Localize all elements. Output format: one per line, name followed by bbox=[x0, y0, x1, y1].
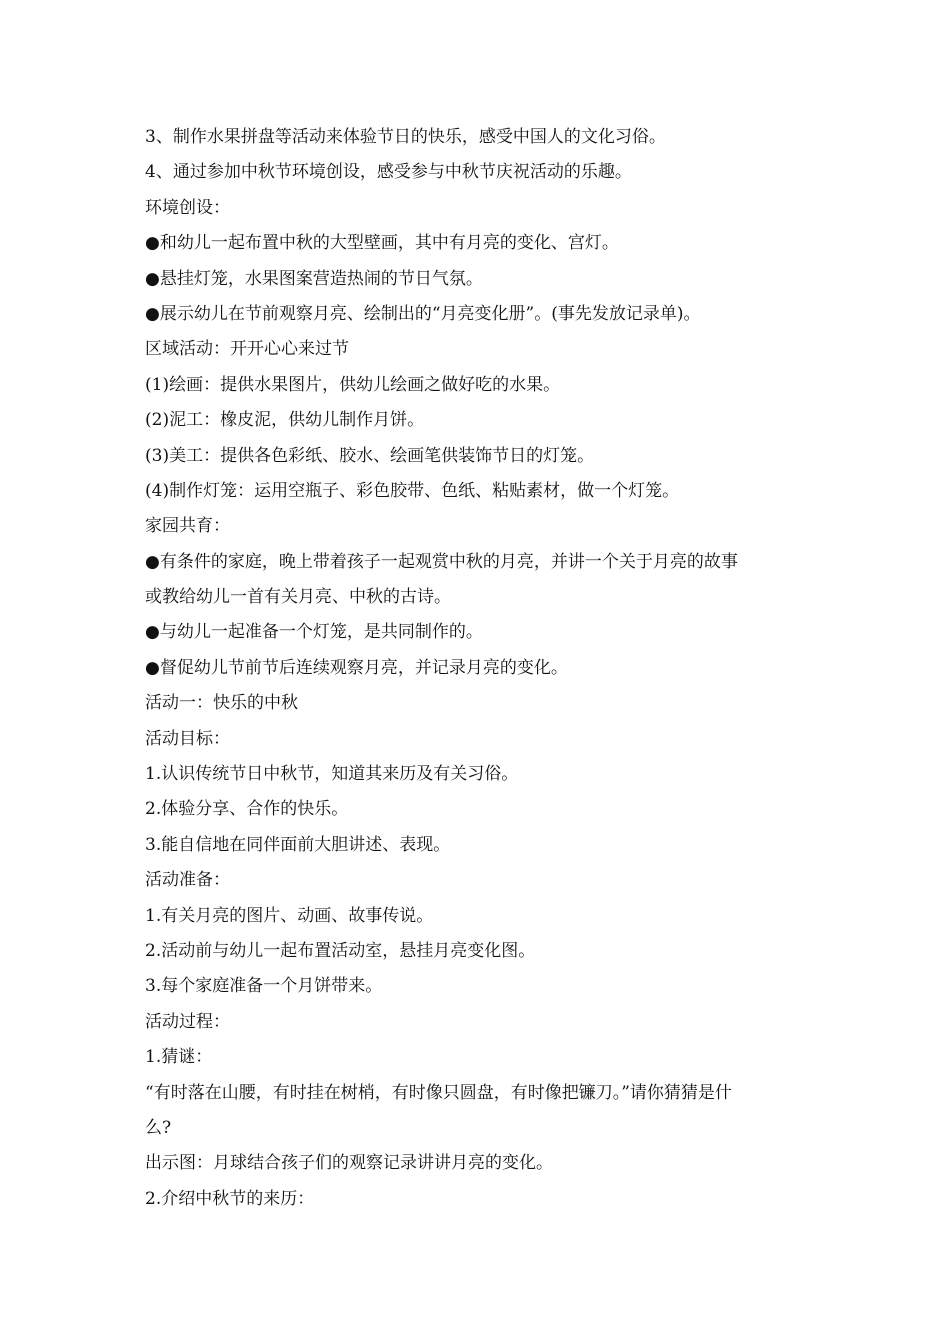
list-item: 1.有关月亮的图片、动画、故事传说。 bbox=[145, 905, 434, 926]
section-heading: 活动一：快乐的中秋 bbox=[145, 693, 298, 714]
bullet-item: ●悬挂灯笼，水果图案营造热闹的节日气氛。 bbox=[145, 268, 483, 289]
list-item: (2)泥工：橡皮泥，供幼儿制作月饼。 bbox=[145, 410, 425, 431]
section-heading: 区域活动：开开心心来过节 bbox=[145, 339, 349, 360]
text-line: “有时落在山腰，有时挂在树梢，有时像只圆盘，有时像把镰刀。”请你猜猜是什 bbox=[145, 1082, 732, 1103]
document-body bbox=[145, 120, 815, 1217]
section-heading: 活动准备： bbox=[145, 870, 230, 891]
list-item: 2.体验分享、合作的快乐。 bbox=[145, 799, 349, 820]
text-line: 出示图：月球结合孩子们的观察记录讲讲月亮的变化。 bbox=[145, 1153, 553, 1174]
list-item: 1.认识传统节日中秋节，知道其来历及有关习俗。 bbox=[145, 764, 519, 785]
section-heading: 活动过程： bbox=[145, 1011, 230, 1032]
section-heading: 环境创设： bbox=[145, 197, 230, 218]
text-line: 或教给幼儿一首有关月亮、中秋的古诗。 bbox=[145, 587, 451, 608]
list-item: 3.每个家庭准备一个月饼带来。 bbox=[145, 976, 383, 997]
bullet-item: ●与幼儿一起准备一个灯笼，是共同制作的。 bbox=[145, 622, 483, 643]
bullet-item: ●督促幼儿节前节后连续观察月亮，并记录月亮的变化。 bbox=[145, 657, 568, 678]
list-item: (1)绘画：提供水果图片，供幼儿绘画之做好吃的水果。 bbox=[145, 374, 561, 395]
bullet-item: ●展示幼儿在节前观察月亮、绘制出的“月亮变化册”。(事先发放记录单)。 bbox=[145, 303, 701, 324]
list-item: 2.介绍中秋节的来历： bbox=[145, 1188, 315, 1209]
text-line: 4、通过参加中秋节环境创设，感受参与中秋节庆祝活动的乐趣。 bbox=[145, 162, 632, 183]
text-line: 3、制作水果拼盘等活动来体验节日的快乐，感受中国人的文化习俗。 bbox=[145, 127, 666, 147]
list-item: 3.能自信地在同伴面前大胆讲述、表现。 bbox=[145, 834, 451, 855]
list-item: (3)美工：提供各色彩纸、胶水、绘画笔供装饰节日的灯笼。 bbox=[145, 445, 595, 466]
text-line: 么? bbox=[145, 1117, 172, 1138]
list-item: 2.活动前与幼儿一起布置活动室，悬挂月亮变化图。 bbox=[145, 940, 536, 961]
list-item: (4)制作灯笼：运用空瓶子、彩色胶带、色纸、粘贴素材，做一个灯笼。 bbox=[145, 480, 680, 501]
section-heading: 家园共育： bbox=[145, 516, 230, 537]
bullet-item: ●和幼儿一起布置中秋的大型壁画，其中有月亮的变化、宫灯。 bbox=[145, 233, 619, 254]
section-heading: 活动目标： bbox=[145, 728, 230, 749]
list-item: 1.猜谜： bbox=[145, 1047, 213, 1068]
bullet-item: ●有条件的家庭，晚上带着孩子一起观赏中秋的月亮，并讲一个关于月亮的故事 bbox=[145, 551, 738, 572]
